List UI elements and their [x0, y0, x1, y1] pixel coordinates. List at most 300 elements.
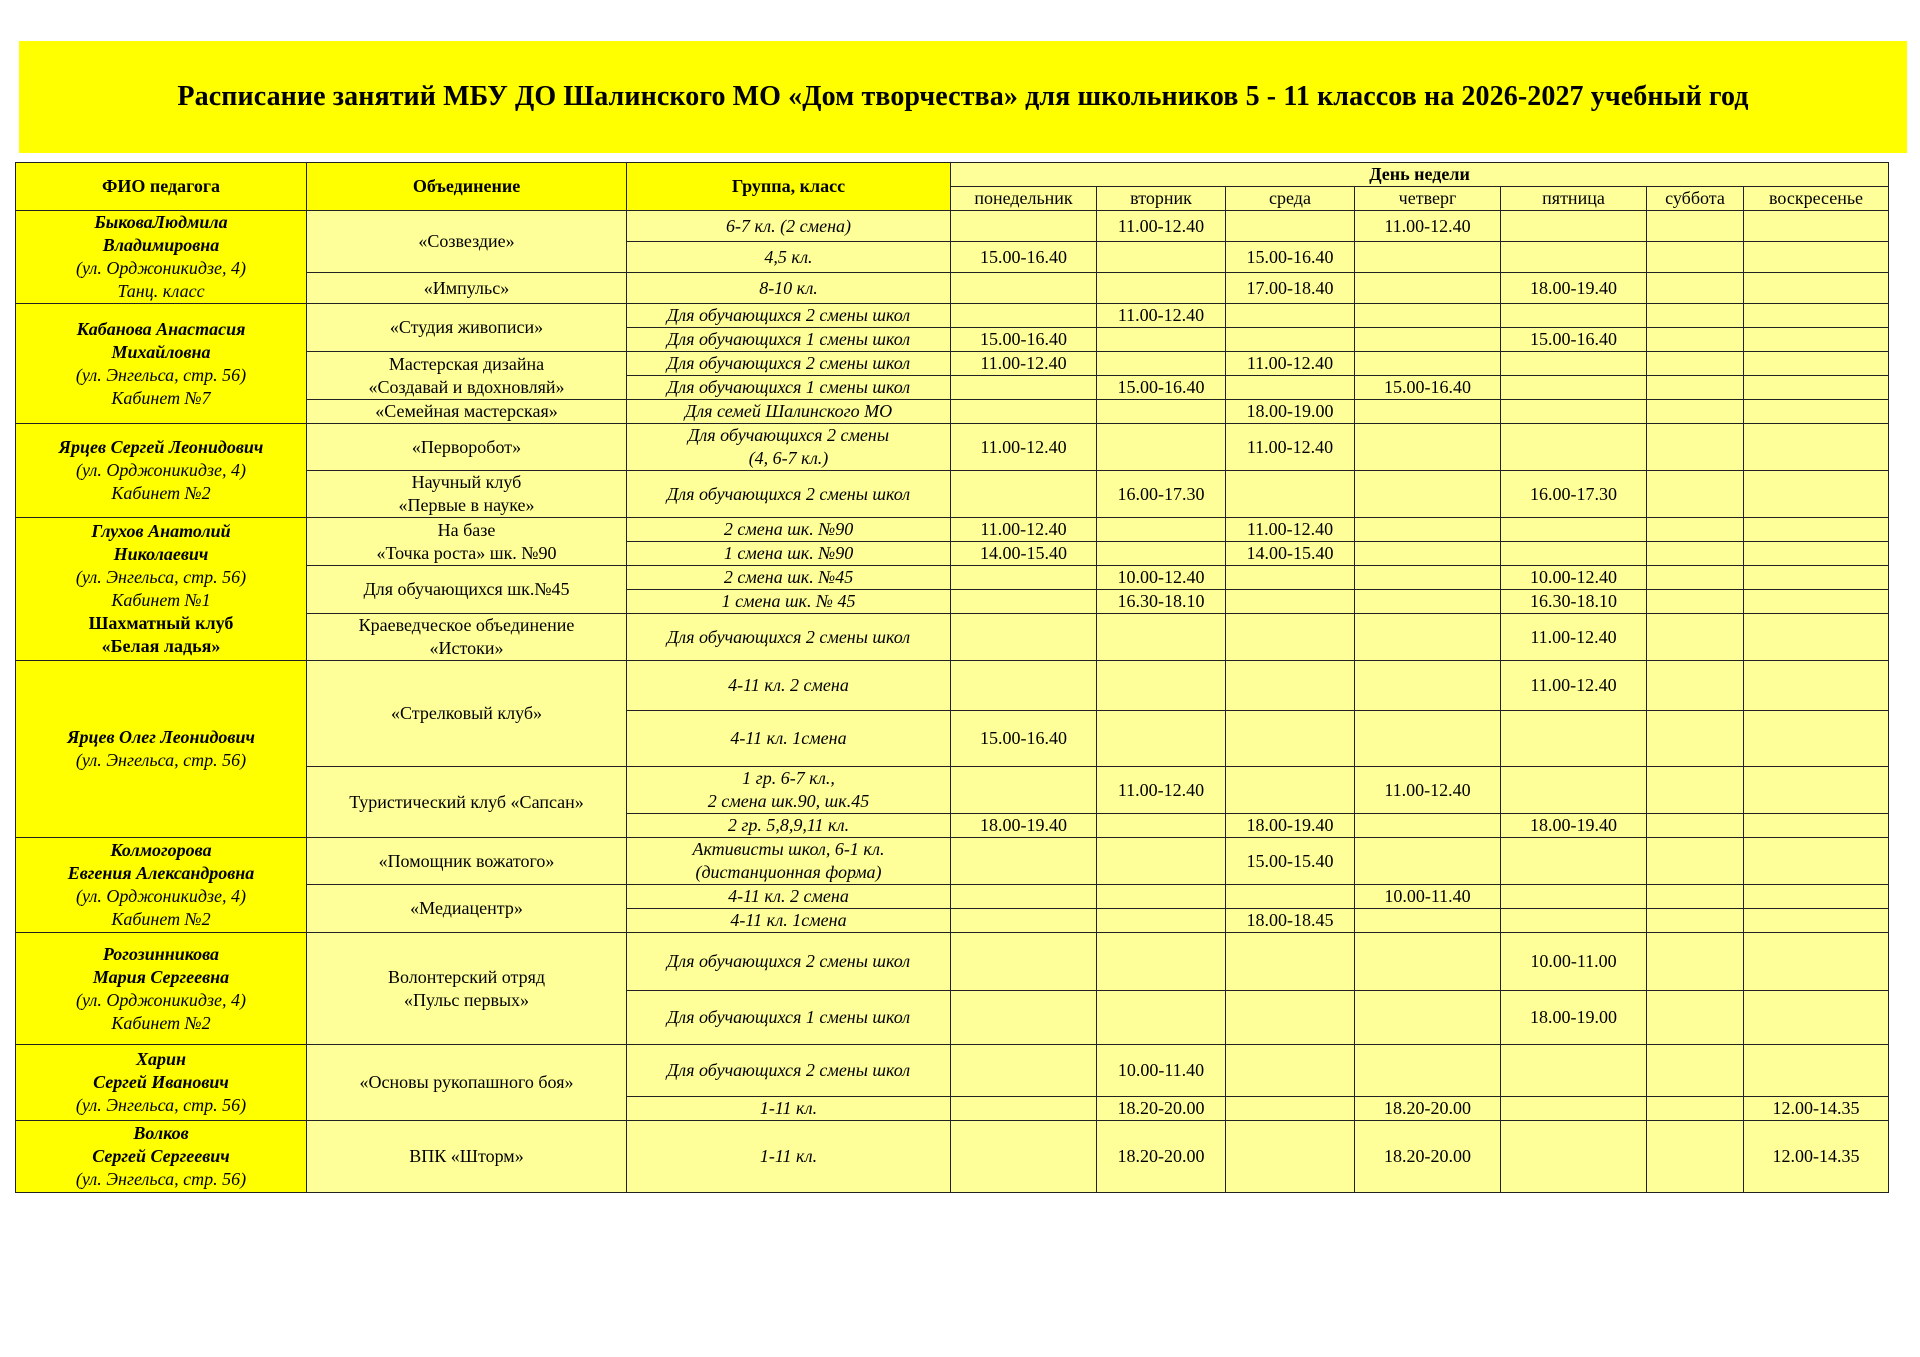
time-cell-monday [951, 614, 1097, 661]
time-cell-friday [1501, 767, 1647, 814]
teacher-address: (ул. Энгельса, стр. 56) [75, 1095, 247, 1115]
time-cell-friday: 16.30-18.10 [1501, 590, 1647, 614]
time-cell-tuesday: 16.30-18.10 [1097, 590, 1226, 614]
teacher-cell [16, 838, 307, 933]
time-cell-wednesday [1226, 1121, 1355, 1193]
time-cell-tuesday [1097, 909, 1226, 933]
time-cell-saturday [1647, 424, 1744, 471]
time-cell-saturday [1647, 273, 1744, 304]
time-cell-sunday [1744, 328, 1889, 352]
header-day-friday: пятница [1501, 187, 1647, 211]
time-cell-sunday [1744, 767, 1889, 814]
time-cell-monday [951, 991, 1097, 1045]
group-label: 8-10 кл. [759, 277, 818, 298]
header-day-tuesday: вторник [1097, 187, 1226, 211]
association-name: «Перворобот» [411, 436, 522, 457]
time-cell-saturday [1647, 909, 1744, 933]
time-cell-wednesday [1226, 304, 1355, 328]
time-cell-wednesday: 11.00-12.40 [1226, 352, 1355, 376]
time-cell-friday [1501, 909, 1647, 933]
time-cell-thursday [1355, 838, 1501, 885]
time-cell-thursday [1355, 471, 1501, 518]
time-cell-thursday [1355, 328, 1501, 352]
time-cell-friday: 11.00-12.40 [1501, 661, 1647, 711]
time-cell-wednesday: 17.00-18.40 [1226, 273, 1355, 304]
time-cell-wednesday: 18.00-19.40 [1226, 814, 1355, 838]
group-cell [627, 273, 951, 304]
time-cell-sunday [1744, 352, 1889, 376]
time-cell-tuesday [1097, 328, 1226, 352]
time-cell-sunday [1744, 211, 1889, 242]
association-cell [307, 211, 627, 273]
teacher-address: (ул. Орджоникидзе, 4) [76, 886, 246, 906]
time-cell-saturday [1647, 838, 1744, 885]
group-label: 1 смена шк. №90 [723, 543, 854, 563]
time-cell-sunday [1744, 614, 1889, 661]
time-cell-wednesday [1226, 885, 1355, 909]
time-cell-wednesday [1226, 590, 1355, 614]
time-cell-thursday [1355, 424, 1501, 471]
teacher-address: (ул. Энгельса, стр. 56) [75, 364, 247, 385]
time-cell-monday [951, 767, 1097, 814]
time-cell-sunday [1744, 542, 1889, 566]
time-cell-monday [951, 933, 1097, 991]
time-cell-sunday [1744, 518, 1889, 542]
time-cell-thursday [1355, 352, 1501, 376]
time-cell-friday [1501, 1045, 1647, 1097]
time-cell-friday: 15.00-16.40 [1501, 328, 1647, 352]
time-cell-monday [951, 1097, 1097, 1121]
time-cell-saturday [1647, 767, 1744, 814]
time-cell-tuesday: 10.00-12.40 [1097, 566, 1226, 590]
teacher-name: Михайловна [111, 341, 211, 362]
time-cell-thursday [1355, 1045, 1501, 1097]
association-name: Мастерская дизайна [388, 353, 545, 374]
time-cell-friday [1501, 711, 1647, 767]
time-cell-sunday [1744, 376, 1889, 400]
teacher-extra-club: Шахматный клуб [88, 613, 234, 633]
time-cell-saturday [1647, 211, 1744, 242]
group-cell [627, 590, 951, 614]
teacher-name: Николаевич [113, 544, 209, 564]
time-cell-wednesday [1226, 471, 1355, 518]
group-label: 4-11 кл. 1смена [730, 728, 847, 748]
time-cell-thursday [1355, 909, 1501, 933]
time-cell-saturday [1647, 1121, 1744, 1193]
time-cell-monday [951, 376, 1097, 400]
time-cell-tuesday [1097, 352, 1226, 376]
time-cell-saturday [1647, 661, 1744, 711]
group-cell [627, 711, 951, 767]
association-name: «Основы рукопашного боя» [359, 1072, 574, 1092]
time-cell-friday: 18.00-19.00 [1501, 991, 1647, 1045]
time-cell-monday [951, 1121, 1097, 1193]
association-name: Для обучающихся шк.№45 [363, 579, 570, 599]
time-cell-monday [951, 909, 1097, 933]
time-cell-thursday [1355, 273, 1501, 304]
table-row [16, 304, 1889, 328]
time-cell-friday [1501, 1121, 1647, 1193]
time-cell-friday: 10.00-11.00 [1501, 933, 1647, 991]
group-cell [627, 242, 951, 273]
teacher-name: Харин [135, 1049, 186, 1069]
teacher-name: Евгения Александровна [67, 863, 255, 883]
teacher-cell [16, 1121, 307, 1193]
time-cell-monday [951, 566, 1097, 590]
association-cell [307, 614, 627, 661]
teacher-name: Ярцев Олег Леонидович [67, 727, 255, 747]
association-name: «Первые в науке» [398, 495, 535, 515]
group-cell [627, 518, 951, 542]
time-cell-monday [951, 211, 1097, 242]
association-name: «Точка роста» шк. №90 [376, 542, 557, 563]
association-name: ВПК «Шторм» [409, 1146, 524, 1166]
group-cell [627, 661, 951, 711]
group-cell [627, 1121, 951, 1193]
table-row [16, 838, 1889, 885]
group-cell [627, 933, 951, 991]
time-cell-sunday [1744, 933, 1889, 991]
teacher-name: Сергей Иванович [93, 1072, 229, 1092]
group-label: Для обучающихся 2 смены школ [666, 626, 911, 647]
table-row [16, 518, 1889, 542]
teacher-room: Танц. класс [117, 281, 205, 301]
group-cell [627, 767, 951, 814]
time-cell-sunday [1744, 242, 1889, 273]
time-cell-monday [951, 400, 1097, 424]
group-label: Активисты школ, 6-1 кл. [692, 839, 885, 859]
association-cell [307, 767, 627, 838]
schedule-table [15, 162, 1889, 1193]
time-cell-friday [1501, 211, 1647, 242]
teacher-room: Кабинет №2 [111, 909, 211, 929]
time-cell-wednesday [1226, 211, 1355, 242]
group-label: 4-11 кл. 1смена [730, 910, 847, 930]
teacher-name: Кабанова Анастасия [76, 318, 246, 339]
association-cell [307, 273, 627, 304]
time-cell-saturday [1647, 566, 1744, 590]
association-name: «Пульс первых» [403, 989, 530, 1010]
teacher-name: Глухов Анатолий [91, 521, 231, 541]
group-label: 1-11 кл. [759, 1146, 818, 1166]
time-cell-wednesday [1226, 991, 1355, 1045]
time-cell-tuesday [1097, 814, 1226, 838]
header-day-wednesday: среда [1226, 187, 1355, 211]
group-label: 1-11 кл. [759, 1098, 818, 1118]
time-cell-wednesday [1226, 566, 1355, 590]
time-cell-saturday [1647, 711, 1744, 767]
header-day-monday: понедельник [951, 187, 1097, 211]
time-cell-saturday [1647, 885, 1744, 909]
time-cell-friday: 10.00-12.40 [1501, 566, 1647, 590]
association-cell [307, 352, 627, 400]
time-cell-saturday [1647, 352, 1744, 376]
group-cell [627, 542, 951, 566]
group-label: 1 гр. 6-7 кл., [742, 768, 835, 788]
group-label: 4-11 кл. 2 смена [728, 675, 849, 695]
teacher-cell [16, 424, 307, 518]
time-cell-tuesday: 18.20-20.00 [1097, 1097, 1226, 1121]
time-cell-wednesday: 18.00-18.45 [1226, 909, 1355, 933]
time-cell-saturday [1647, 933, 1744, 991]
association-name: «Истоки» [429, 638, 504, 658]
header-weekday: День недели [951, 163, 1889, 187]
time-cell-monday: 11.00-12.40 [951, 352, 1097, 376]
time-cell-tuesday: 11.00-12.40 [1097, 211, 1226, 242]
teacher-cell [16, 518, 307, 661]
time-cell-tuesday: 11.00-12.40 [1097, 767, 1226, 814]
group-cell [627, 304, 951, 328]
time-cell-monday: 15.00-16.40 [951, 242, 1097, 273]
time-cell-monday [951, 304, 1097, 328]
association-name: «Семейная мастерская» [375, 401, 558, 421]
time-cell-tuesday [1097, 711, 1226, 767]
time-cell-tuesday [1097, 242, 1226, 273]
time-cell-friday [1501, 376, 1647, 400]
teacher-cell [16, 211, 307, 304]
time-cell-monday: 11.00-12.40 [951, 518, 1097, 542]
group-label: (дистанционная форма) [695, 862, 882, 882]
group-label: 6-7 кл. (2 смена) [725, 215, 851, 236]
time-cell-thursday [1355, 542, 1501, 566]
group-cell [627, 328, 951, 352]
title-banner [19, 41, 1907, 153]
group-label: Для обучающихся 2 смены школ [666, 951, 911, 971]
time-cell-wednesday [1226, 661, 1355, 711]
association-cell [307, 1121, 627, 1193]
time-cell-wednesday [1226, 1097, 1355, 1121]
association-name: «Стрелковый клуб» [390, 703, 543, 723]
time-cell-sunday: 12.00-14.35 [1744, 1121, 1889, 1193]
time-cell-wednesday [1226, 376, 1355, 400]
group-cell [627, 614, 951, 661]
teacher-cell [16, 304, 307, 424]
time-cell-friday [1501, 242, 1647, 273]
time-cell-sunday [1744, 424, 1889, 471]
time-cell-sunday [1744, 273, 1889, 304]
teacher-room: Кабинет №1 [111, 590, 211, 610]
time-cell-saturday [1647, 518, 1744, 542]
time-cell-saturday [1647, 304, 1744, 328]
header-group: Группа, класс [627, 163, 951, 211]
group-cell [627, 1045, 951, 1097]
group-cell [627, 838, 951, 885]
teacher-address: (ул. Энгельса, стр. 56) [75, 1169, 247, 1189]
header-day-saturday: суббота [1647, 187, 1744, 211]
time-cell-wednesday: 14.00-15.40 [1226, 542, 1355, 566]
group-cell [627, 471, 951, 518]
time-cell-friday [1501, 424, 1647, 471]
teacher-cell [16, 661, 307, 838]
time-cell-sunday: 12.00-14.35 [1744, 1097, 1889, 1121]
time-cell-friday [1501, 542, 1647, 566]
time-cell-friday [1501, 400, 1647, 424]
association-cell [307, 566, 627, 614]
time-cell-thursday [1355, 590, 1501, 614]
teacher-name: Колмогорова [110, 840, 212, 860]
teacher-extra-club: «Белая ладья» [101, 636, 221, 656]
time-cell-wednesday [1226, 1045, 1355, 1097]
group-label: Для семей Шалинского МО [684, 401, 893, 421]
group-label: (4, 6-7 кл.) [748, 448, 829, 468]
time-cell-sunday [1744, 304, 1889, 328]
teacher-name: Волков [133, 1123, 189, 1143]
time-cell-thursday [1355, 933, 1501, 991]
time-cell-tuesday [1097, 424, 1226, 471]
time-cell-sunday [1744, 400, 1889, 424]
teacher-address: (ул. Орджоникидзе, 4) [76, 258, 246, 278]
time-cell-friday: 18.00-19.40 [1501, 273, 1647, 304]
association-name: На базе [437, 519, 496, 540]
group-cell [627, 400, 951, 424]
time-cell-tuesday [1097, 933, 1226, 991]
association-name: Краеведческое объединение [358, 615, 575, 635]
table-row [16, 661, 1889, 711]
time-cell-thursday [1355, 614, 1501, 661]
time-cell-monday [951, 590, 1097, 614]
teacher-address: (ул. Орджоникидзе, 4) [76, 989, 246, 1010]
group-cell [627, 909, 951, 933]
group-cell [627, 424, 951, 471]
teacher-room: Кабинет №2 [111, 1012, 211, 1033]
association-name: «Студия живописи» [389, 317, 544, 337]
teacher-name: Рогозинникова [102, 943, 220, 964]
group-label: 2 гр. 5,8,9,11 кл. [727, 815, 850, 835]
group-label: Для обучающихся 1 смены школ [666, 377, 911, 397]
time-cell-sunday [1744, 838, 1889, 885]
association-cell [307, 838, 627, 885]
time-cell-wednesday [1226, 711, 1355, 767]
header-teacher: ФИО педагога [16, 163, 307, 211]
schedule-body [16, 211, 1889, 1193]
time-cell-monday [951, 885, 1097, 909]
association-name: Научный клуб [411, 472, 522, 492]
time-cell-saturday [1647, 1097, 1744, 1121]
header-day-sunday: воскресенье [1744, 187, 1889, 211]
time-cell-thursday [1355, 566, 1501, 590]
table-row [16, 211, 1889, 242]
time-cell-sunday [1744, 1045, 1889, 1097]
teacher-address: (ул. Энгельса, стр. 56) [75, 750, 247, 770]
time-cell-thursday: 18.20-20.00 [1355, 1097, 1501, 1121]
teacher-name: Мария Сергеевна [92, 966, 230, 987]
time-cell-tuesday: 16.00-17.30 [1097, 471, 1226, 518]
time-cell-thursday [1355, 400, 1501, 424]
time-cell-tuesday: 10.00-11.40 [1097, 1045, 1226, 1097]
time-cell-wednesday [1226, 933, 1355, 991]
page-title: Расписание занятий МБУ ДО Шалинского МО «Дом творчества» для школьников 5 - 11 классов на 2026-2027 учебный год [177, 81, 1749, 112]
time-cell-friday [1501, 304, 1647, 328]
association-cell [307, 1045, 627, 1121]
time-cell-monday: 14.00-15.40 [951, 542, 1097, 566]
group-label: 2 смена шк. №45 [723, 567, 854, 587]
teacher-name: Ярцев Сергей Леонидович [58, 437, 264, 457]
association-cell [307, 885, 627, 933]
teacher-name: Сергей Сергеевич [92, 1146, 230, 1166]
time-cell-thursday [1355, 242, 1501, 273]
header-row-top [16, 163, 1889, 187]
association-name: Волонтерский отряд [387, 966, 546, 987]
time-cell-saturday [1647, 376, 1744, 400]
table-row [16, 424, 1889, 471]
time-cell-sunday [1744, 471, 1889, 518]
time-cell-thursday: 18.20-20.00 [1355, 1121, 1501, 1193]
time-cell-tuesday [1097, 273, 1226, 304]
group-cell [627, 814, 951, 838]
association-cell [307, 471, 627, 518]
time-cell-monday: 18.00-19.40 [951, 814, 1097, 838]
time-cell-saturday [1647, 242, 1744, 273]
association-cell [307, 304, 627, 352]
time-cell-wednesday: 11.00-12.40 [1226, 518, 1355, 542]
time-cell-tuesday: 11.00-12.40 [1097, 304, 1226, 328]
time-cell-sunday [1744, 909, 1889, 933]
teacher-name: Владимировна [102, 235, 220, 255]
time-cell-thursday: 11.00-12.40 [1355, 767, 1501, 814]
time-cell-monday [951, 471, 1097, 518]
association-cell [307, 661, 627, 767]
association-cell [307, 400, 627, 424]
time-cell-monday: 15.00-16.40 [951, 328, 1097, 352]
group-cell [627, 211, 951, 242]
time-cell-monday [951, 661, 1097, 711]
teacher-room: Кабинет №7 [111, 387, 211, 408]
time-cell-friday: 11.00-12.40 [1501, 614, 1647, 661]
time-cell-tuesday [1097, 400, 1226, 424]
table-row [16, 1121, 1889, 1193]
association-cell [307, 518, 627, 566]
association-name: «Создавай и вдохновляй» [368, 376, 565, 397]
time-cell-friday [1501, 1097, 1647, 1121]
time-cell-wednesday [1226, 328, 1355, 352]
time-cell-thursday [1355, 991, 1501, 1045]
group-cell [627, 1097, 951, 1121]
time-cell-wednesday: 11.00-12.40 [1226, 424, 1355, 471]
time-cell-friday [1501, 518, 1647, 542]
time-cell-thursday [1355, 711, 1501, 767]
time-cell-tuesday: 15.00-16.40 [1097, 376, 1226, 400]
time-cell-sunday [1744, 991, 1889, 1045]
time-cell-thursday [1355, 518, 1501, 542]
association-name: Туристический клуб «Сапсан» [349, 791, 584, 812]
teacher-cell [16, 1045, 307, 1121]
time-cell-saturday [1647, 328, 1744, 352]
time-cell-friday [1501, 838, 1647, 885]
group-cell [627, 352, 951, 376]
association-name: «Медиацентр» [410, 898, 523, 918]
time-cell-wednesday: 15.00-16.40 [1226, 242, 1355, 273]
group-cell [627, 991, 951, 1045]
group-label: Для обучающихся 2 смены школ [666, 1060, 911, 1080]
time-cell-tuesday: 18.20-20.00 [1097, 1121, 1226, 1193]
time-cell-monday [951, 1045, 1097, 1097]
association-cell [307, 424, 627, 471]
time-cell-sunday [1744, 814, 1889, 838]
teacher-name: БыковаЛюдмила [94, 212, 228, 232]
time-cell-sunday [1744, 590, 1889, 614]
time-cell-tuesday [1097, 838, 1226, 885]
time-cell-saturday [1647, 991, 1744, 1045]
header-association: Объединение [307, 163, 627, 211]
group-label: Для обучающихся 1 смены школ [666, 1007, 911, 1027]
group-cell [627, 885, 951, 909]
time-cell-saturday [1647, 590, 1744, 614]
group-cell [627, 566, 951, 590]
group-label: Для обучающихся 2 смены школ [666, 483, 911, 504]
table-row [16, 933, 1889, 991]
time-cell-tuesday [1097, 614, 1226, 661]
time-cell-monday: 15.00-16.40 [951, 711, 1097, 767]
